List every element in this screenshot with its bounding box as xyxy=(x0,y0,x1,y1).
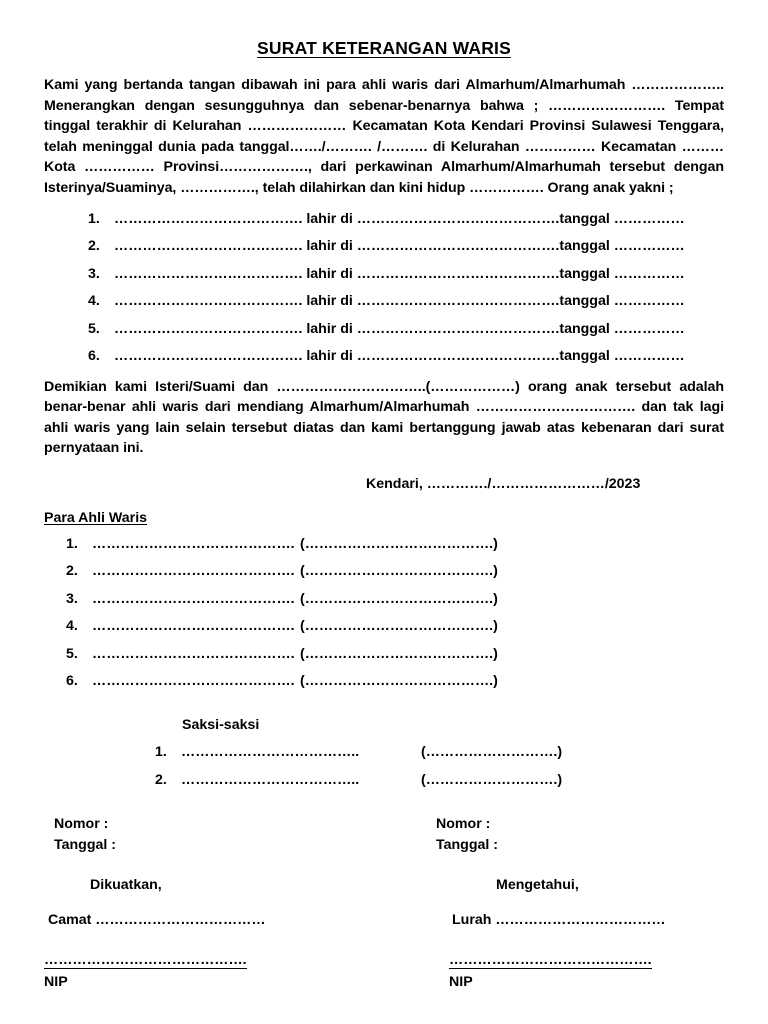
heir-name-field: ……………………………………. xyxy=(92,564,295,580)
list-item-text: …………………………………. lahir di …………………………………….tanggal …………… xyxy=(114,348,685,365)
list-item-number: 4. xyxy=(88,293,100,310)
list-item-number: 1. xyxy=(155,744,167,761)
nomor-label-left: Nomor : xyxy=(54,815,109,832)
camat-nip-label: NIP xyxy=(44,974,68,990)
list-item-number: 2. xyxy=(66,563,78,580)
camat-nip-column xyxy=(44,951,384,990)
heirs-signature-list xyxy=(44,537,724,690)
witnesses-heading: Saksi-saksi xyxy=(182,717,260,734)
heir-signature-field: (………………………………….) xyxy=(300,645,498,662)
witness-name-field: ……………………………….. xyxy=(181,772,360,788)
nip-footer xyxy=(44,951,724,990)
list-item-number: 5. xyxy=(66,645,78,662)
list-item xyxy=(44,773,724,788)
camat-signature-column xyxy=(44,814,384,928)
nomor-label-right: Nomor : xyxy=(436,815,491,832)
witness-signature-field: (……………………….) xyxy=(421,744,563,761)
heir-name-field: ……………………………………. xyxy=(92,619,295,635)
tanggal-label-left: Tanggal : xyxy=(54,836,117,853)
camat-name-field: ……………………………………. xyxy=(44,952,247,968)
list-item xyxy=(44,564,724,579)
list-item xyxy=(44,647,724,662)
witnesses-signature-list xyxy=(44,745,724,788)
list-item-number: 6. xyxy=(88,348,100,365)
heir-signature-field: (………………………………….) xyxy=(300,673,498,690)
list-item xyxy=(44,294,724,309)
list-item-number: 4. xyxy=(66,618,78,635)
children-list xyxy=(44,212,724,365)
list-item-number: 5. xyxy=(88,320,100,337)
tanggal-label-right: Tanggal : xyxy=(436,836,499,853)
heir-signature-field: (………………………………….) xyxy=(300,535,498,552)
list-item-number: 3. xyxy=(88,265,100,282)
heir-name-field: ……………………………………. xyxy=(92,536,295,552)
list-item xyxy=(44,537,724,552)
mengetahui-label: Mengetahui, xyxy=(496,876,579,893)
dikuatkan-label: Dikuatkan, xyxy=(90,876,162,893)
list-item xyxy=(44,674,724,689)
list-item-number: 3. xyxy=(66,590,78,607)
list-item-text: …………………………………. lahir di …………………………………….tanggal …………… xyxy=(114,293,685,310)
heir-name-field: ……………………………………. xyxy=(92,591,295,607)
list-item xyxy=(44,267,724,282)
list-item-number: 2. xyxy=(88,238,100,255)
list-item-text: …………………………………. lahir di …………………………………….tanggal …………… xyxy=(114,238,685,255)
lurah-nip-column xyxy=(384,951,724,990)
witness-name-field: ……………………………….. xyxy=(181,745,360,761)
list-item-text: …………………………………. lahir di …………………………………….tanggal …………… xyxy=(114,320,685,337)
lurah-nip-label: NIP xyxy=(449,974,473,990)
closing-paragraph: Demikian kami Isteri/Suami dan …………………………..(………………) orang anak tersebut adalah benar-benar ahli waris dari mendiang Almarhum/Almarhumah ……………………………. dan tak lagi ahli waris yang lain selain tersebut diatas dan kami bertanggung jawab atas kebenaran dari surat pernyataan ini. xyxy=(44,378,724,457)
list-item-number: 1. xyxy=(66,535,78,552)
list-item xyxy=(44,745,724,760)
lurah-signature-column xyxy=(384,814,724,928)
lurah-name-field: ……………………………………. xyxy=(449,952,652,968)
witness-signature-field: (……………………….) xyxy=(421,771,563,788)
heir-signature-field: (………………………………….) xyxy=(300,590,498,607)
heir-name-field: ……………………………………. xyxy=(92,646,295,662)
date-line: Kendari, …………./……………………/2023 xyxy=(366,475,641,492)
list-item xyxy=(44,619,724,634)
heirs-heading: Para Ahli Waris xyxy=(44,509,148,526)
list-item-number: 2. xyxy=(155,771,167,788)
list-item-number: 6. xyxy=(66,673,78,690)
list-item-number: 1. xyxy=(88,210,100,227)
list-item xyxy=(44,349,724,364)
heir-name-field: ……………………………………. xyxy=(92,674,295,690)
opening-paragraph: Kami yang bertanda tangan dibawah ini para ahli waris dari Almarhum/Almarhumah ……………….. Menerangkan dengan sesungguhnya dan sebenar-benarnya bahwa ; ……………………. Tempat tinggal terakhir di Kelurahan ………………… Kecamatan Kota Kendari Provinsi Sulawesi Tenggara, telah meninggal dunia pada tanggal……./………. /………. di Kelurahan …………… Kecamatan ……… Kota …………… Provinsi………………., dari perkawinan Almarhum/Almarhumah tersebut dengan Isterinya/Suaminya, ……………., telah dilahirkan dan kini hidup ……………. Orang anak yakni ; xyxy=(44,77,724,196)
lurah-line: Lurah ……………………………… xyxy=(452,911,666,928)
signature-block xyxy=(44,814,724,928)
page-title: SURAT KETERANGAN WARIS xyxy=(257,38,511,58)
list-item-text: …………………………………. lahir di …………………………………….tanggal …………… xyxy=(114,210,685,227)
camat-line: Camat ……………………………… xyxy=(48,911,266,928)
heir-signature-field: (………………………………….) xyxy=(300,618,498,635)
list-item xyxy=(44,239,724,254)
list-item-text: …………………………………. lahir di …………………………………….tanggal …………… xyxy=(114,265,685,282)
list-item xyxy=(44,212,724,227)
list-item xyxy=(44,322,724,337)
list-item xyxy=(44,592,724,607)
heir-signature-field: (………………………………….) xyxy=(300,563,498,580)
